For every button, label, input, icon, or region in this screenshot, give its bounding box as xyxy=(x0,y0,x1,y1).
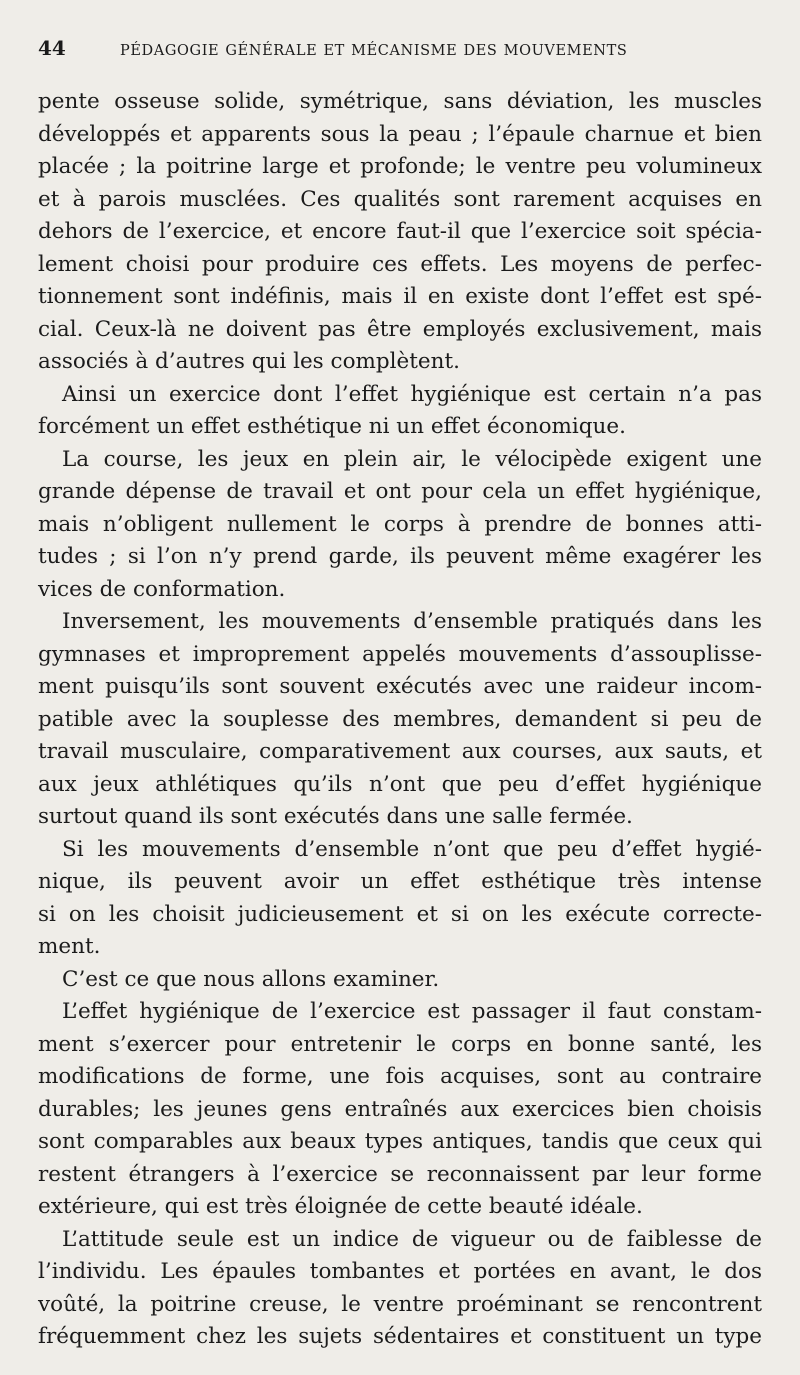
text-line: voûté, la poitrine creuse, le ventre proéminant se rencontrent xyxy=(38,1291,762,1317)
paragraph xyxy=(38,606,762,834)
text-line: et à parois musclées. Ces qualités sont rarement acquises en xyxy=(38,186,762,212)
text-line: si on les choisit judicieusement et si on les exécute correcte- xyxy=(38,901,762,927)
text-line: l’individu. Les épaules tombantes et portées en avant, le dos xyxy=(38,1259,762,1284)
paragraph xyxy=(38,964,762,997)
text-line: fréquemment chez les sujets sédentaires et constituent un type xyxy=(38,1324,762,1349)
text-line: grande dépense de travail et ont pour cela un effet hygiénique, xyxy=(38,479,762,504)
text-line: sont comparables aux beaux types antiques, tandis que ceux qui xyxy=(38,1129,762,1154)
paragraph xyxy=(38,86,762,379)
page-header xyxy=(38,36,762,76)
paragraph xyxy=(38,1224,762,1354)
text-line: tudes ; si l’on n’y prend garde, ils peuvent même exagérer les xyxy=(38,544,762,569)
text-line: aux jeux athlétiques qu’ils n’ont que peu d’effet hygiénique xyxy=(38,771,762,797)
text-line: travail musculaire, comparativement aux courses, aux sauts, et xyxy=(38,739,762,764)
text-line: placée ; la poitrine large et profonde; le ventre peu volumineux xyxy=(38,154,762,179)
text-line: Inversement, les mouvements d’ensemble pratiqués dans les xyxy=(62,609,762,634)
paragraph xyxy=(38,834,762,964)
text-line: ment. xyxy=(38,934,101,959)
text-line: Ainsi un exercice dont l’effet hygiénique est certain n’a pas xyxy=(62,381,762,407)
paragraph xyxy=(38,379,762,444)
text-line: dehors de l’exercice, et encore faut-il que l’exercice soit spécia- xyxy=(38,219,762,244)
text-line: durables; les jeunes gens entraînés aux exercices bien choisis xyxy=(38,1096,762,1122)
text-line: associés à d’autres qui les complètent. xyxy=(38,349,460,374)
paragraph xyxy=(38,444,762,607)
running-head: PÉDAGOGIE GÉNÉRALE ET MÉCANISME DES MOUVEMENTS xyxy=(120,43,628,59)
paragraph xyxy=(38,996,762,1224)
text-line: cial. Ceux-là ne doivent pas être employés exclusivement, mais xyxy=(38,316,762,342)
page-number: 44 xyxy=(38,36,66,60)
text-line: surtout quand ils sont exécutés dans une salle fermée. xyxy=(38,804,633,829)
text-line: restent étrangers à l’exercice se reconnaissent par leur forme xyxy=(38,1161,762,1187)
text-line: La course, les jeux en plein air, le vélocipède exigent une xyxy=(62,446,762,472)
text-line: gymnases et improprement appelés mouvements d’assouplisse- xyxy=(38,641,762,667)
text-line: tionnement sont indéfinis, mais il en existe dont l’effet est spé- xyxy=(38,284,762,309)
text-line: forcément un effet esthétique ni un effet économique. xyxy=(38,414,626,439)
text-line: lement choisi pour produire ces effets. Les moyens de perfec- xyxy=(38,251,762,277)
text-line: modifications de forme, une fois acquises, sont au contraire xyxy=(38,1064,762,1089)
text-line: extérieure, qui est très éloignée de cette beauté idéale. xyxy=(38,1194,643,1219)
text-line: patible avec la souplesse des membres, demandent si peu de xyxy=(38,706,762,732)
body-text xyxy=(38,86,762,1354)
text-line: nique, ils peuvent avoir un effet esthétique très intense xyxy=(38,869,762,894)
text-line: ment puisqu’ils sont souvent exécutés avec une raideur incom- xyxy=(38,674,762,699)
text-line: L’attitude seule est un indice de vigueur ou de faiblesse de xyxy=(62,1226,762,1252)
text-line: L’effet hygiénique de l’exercice est passager il faut constam- xyxy=(62,999,762,1024)
text-line: mais n’obligent nullement le corps à prendre de bonnes atti- xyxy=(38,511,762,537)
text-line: ment s’exercer pour entretenir le corps en bonne santé, les xyxy=(38,1031,762,1057)
text-line: C’est ce que nous allons examiner. xyxy=(62,966,440,992)
text-line: développés et apparents sous la peau ; l’épaule charnue et bien xyxy=(38,121,762,147)
text-line: vices de conformation. xyxy=(38,576,286,602)
text-line: Si les mouvements d’ensemble n’ont que peu d’effet hygié- xyxy=(62,836,762,862)
text-line: pente osseuse solide, symétrique, sans déviation, les muscles xyxy=(38,89,762,114)
